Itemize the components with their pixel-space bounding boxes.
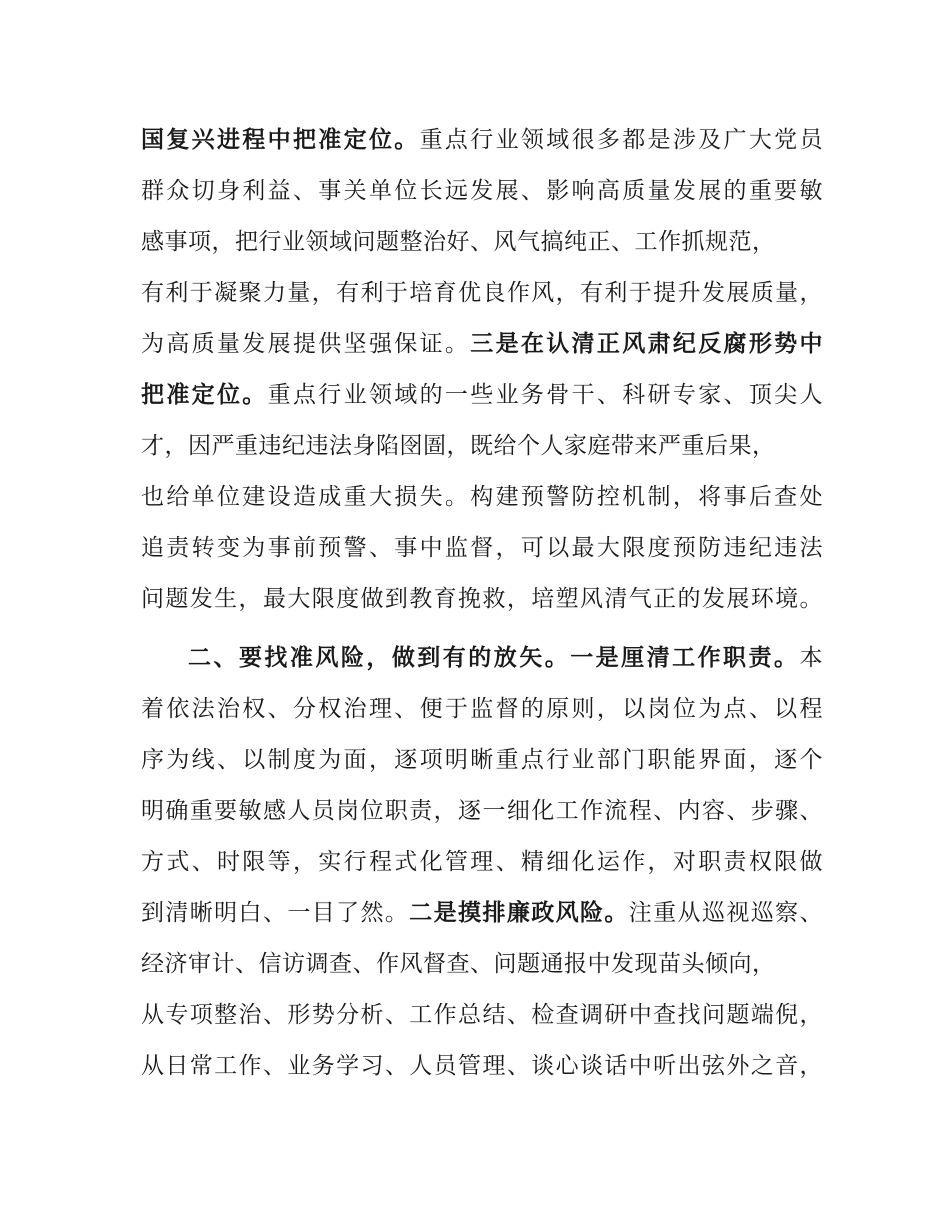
text-line [141, 633, 823, 684]
text-line [141, 888, 823, 939]
body-text: 注重从巡视巡察、 [628, 900, 824, 926]
paragraph-1 [141, 115, 823, 625]
body-text: 重点行业领域很多都是涉及广大党员 [419, 127, 824, 153]
bold-heading-text: 把准定位。 [141, 382, 268, 408]
text-line [141, 268, 823, 319]
body-text: 着依法治权、分权治理、便于监督的原则，以岗位为点、以程 [141, 696, 823, 722]
body-text: 问题发生，最大限度做到教育挽救，培塑风清气正的发展环境。 [141, 586, 823, 612]
body-text: 也给单位建设造成重大损失。构建预警防控机制，将事后查处 [141, 484, 823, 510]
text-line [141, 684, 823, 735]
text-line [141, 837, 823, 888]
text-line [141, 990, 823, 1041]
bold-heading-text: 二、要找准风险，做到有的放矢。 [188, 645, 571, 671]
body-text: 重点行业领域的一些业务骨干、科研专家、顶尖人 [267, 382, 824, 408]
body-text: 序为线、以制度为面，逐项明晰重点行业部门职能界面，逐个 [141, 747, 823, 773]
text-line [141, 472, 823, 523]
text-line [141, 217, 823, 268]
text-line [141, 1041, 823, 1092]
text-line [141, 574, 823, 625]
body-text: 群众切身利益、事关单位长远发展、影响高质量发展的重要敏 [141, 178, 823, 204]
text-line [141, 421, 823, 472]
body-text: 明确重要敏感人员岗位职责，逐一细化工作流程、内容、步骤、 [141, 798, 823, 824]
text-line [141, 786, 823, 837]
bold-heading-text: 国复兴进程中把准定位。 [141, 127, 420, 153]
text-line [141, 370, 823, 421]
bold-heading-text: 一是厘清工作职责。 [570, 645, 800, 671]
body-text: 有利于凝聚力量，有利于培育优良作风，有利于提升发展质量， [141, 280, 823, 306]
body-text: 本 [799, 645, 824, 671]
body-text: 追责转变为事前预警、事中监督，可以最大限度预防违纪违法 [141, 535, 823, 561]
text-line [141, 939, 823, 990]
text-line [141, 319, 823, 370]
bold-heading-text: 三是在认清正风肃纪反腐形势中 [470, 331, 824, 357]
body-text: 从专项整治、形势分析、工作总结、检查调研中查找问题端倪， [141, 1002, 823, 1028]
body-text: 从日常工作、业务学习、人员管理、谈心谈话中听出弦外之音， [141, 1053, 823, 1079]
body-text: 经济审计、信访调查、作风督查、问题通报中发现苗头倾向， [141, 951, 776, 977]
bold-heading-text: 二是摸排廉政风险。 [409, 900, 629, 926]
body-text: 感事项，把行业领域问题整治好、风气搞纯正、工作抓规范， [141, 229, 776, 255]
body-text: 才，因严重违纪违法身陷囹圄，既给个人家庭带来严重后果， [141, 433, 776, 459]
text-line [141, 523, 823, 574]
text-line [141, 166, 823, 217]
body-text: 到清晰明白、一目了然。 [141, 900, 410, 926]
text-line [141, 115, 823, 166]
body-text: 为高质量发展提供坚强保证。 [141, 331, 471, 357]
body-text: 方式、时限等，实行程式化管理、精细化运作，对职责权限做 [141, 849, 823, 875]
paragraph-2 [141, 633, 823, 1092]
text-line [141, 735, 823, 786]
